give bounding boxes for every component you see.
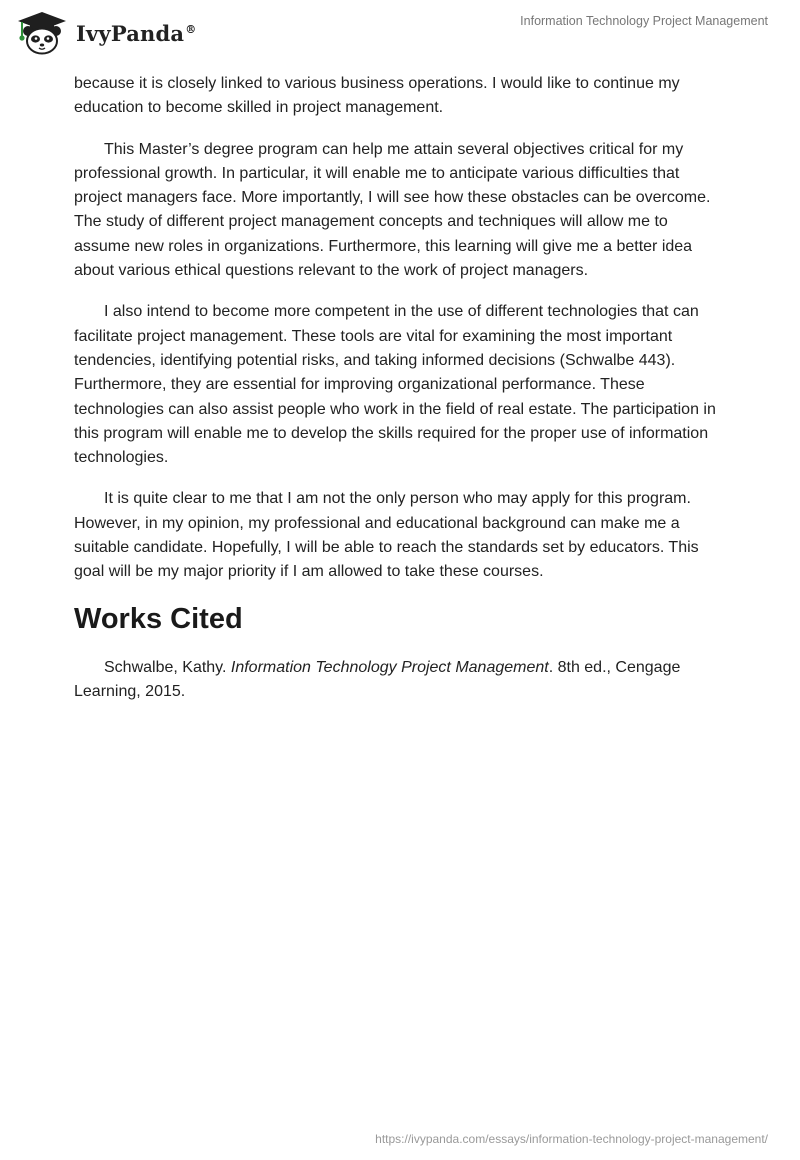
panda-graduate-icon — [14, 10, 70, 56]
source-url[interactable]: https://ivypanda.com/essays/information-technology-project-management/ — [375, 1132, 768, 1146]
running-title: Information Technology Project Management — [520, 14, 768, 28]
citation-details: . 8th ed., Cengage Learning, 2015. — [74, 658, 681, 700]
citation-title: Information Technology Project Management — [230, 658, 549, 676]
brand-logo[interactable] — [14, 8, 196, 58]
essay-content — [74, 72, 726, 721]
body-paragraph: I also intend to become more competent in the use of different technologies that can facilitate project management. These tools are vital for examining the most important tendencies, identifying potential risks, and taking informed decisions (Schwalbe 443). Furthermore, they are essential for improving organizational performance. These technologies can also assist people who work in the field of real estate. The participation in this program will enable me to develop the skills required for the proper use of information technologies. — [74, 303, 716, 467]
brand-name: IvyPanda® — [76, 20, 197, 46]
registered-mark: ® — [185, 22, 197, 36]
citation-author: Schwalbe, Kathy. — [104, 658, 231, 676]
citation-entry — [74, 656, 726, 705]
continuation-paragraph: because it is closely linked to various business operations. I would like to continue my education to become skilled in project management. — [74, 75, 680, 117]
body-paragraph: It is quite clear to me that I am not the only person who may apply for this program. However, in my opinion, my professional and educational background can make me a suitable candidate. Hopefully, I will be able to reach the standards set by educators. This goal will be my major priority if I am allowed to take these courses. — [74, 490, 699, 581]
body-paragraph: This Master’s degree program can help me attain several objectives critical for my professional growth. In particular, it will enable me to anticipate various difficulties that project managers face. More importantly, I will see how these obstacles can be overcome. The study of different project management concepts and techniques will allow me to assume new roles in organizations. Furthermore, this learning will give me a better idea about various ethical questions relevant to the work of project managers. — [74, 140, 711, 280]
works-cited-heading: Works Cited — [74, 602, 243, 635]
